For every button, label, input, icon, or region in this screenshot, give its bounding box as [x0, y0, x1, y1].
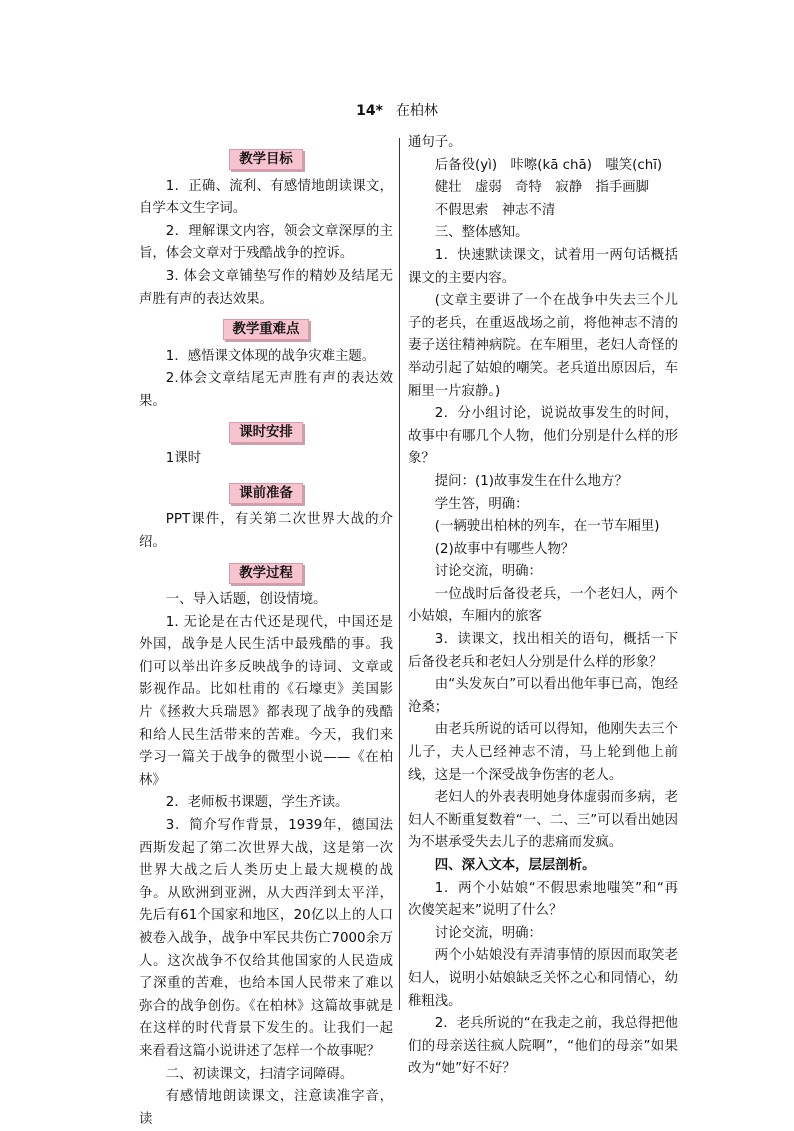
- section-heading-goals: 教学目标: [229, 149, 303, 170]
- goal-item: 3. 体会文章铺垫写作的精妙及结尾无声胜有声的表达效果。: [139, 268, 393, 307]
- goal-item: 1．正确、流利、有感情地朗读课文，自学本文生字词。: [139, 178, 393, 217]
- preparation-text: PPT课件，有关第二次世界大战的介绍。: [139, 512, 393, 550]
- vocab-line: 健壮 虚弱 奇特 寂静 指手画脚: [434, 180, 650, 196]
- section-heading-schedule: 课时安排: [229, 422, 303, 443]
- process-paragraph: 2．分小组讨论，说说故事发生的时间，故事中有哪几个人物，他们分别是什么样的形象？: [408, 406, 678, 467]
- process-paragraph: 由老兵所说的话可以得知，他刚失去三个儿子，夫人已经神志不清，马上轮到他上前线，这是一个深受战争伤害的老人。: [408, 722, 678, 783]
- section-heading-process: 教学过程: [229, 563, 303, 584]
- page-title: [0, 100, 794, 120]
- lesson-number: 14*: [356, 103, 383, 119]
- process-paragraph: (文章主要讲了一个在战争中失去三个儿子的老兵，在重返战场之前，将他神志不清的妻子送往精神病院。在车厢里，老妇人奇怪的举动引起了姑娘的嘲笑。老兵道出原因后，车厢里一片寂静。): [408, 293, 678, 399]
- process-paragraph: (一辆驶出柏林的列车，在一节车厢里): [434, 519, 660, 535]
- process-paragraph: 有感情地朗读课文，注意读准字音，读: [139, 1089, 393, 1127]
- process-paragraph: 2．老师板书课题，学生齐读。: [165, 795, 349, 811]
- process-paragraph: 讨论交流，明确：: [434, 925, 542, 941]
- section-heading-key-points: 教学重难点: [223, 319, 310, 340]
- key-item: 1．感悟课文体现的战争灾难主题。: [165, 348, 376, 364]
- process-step: 四、深入文本，层层剖析。: [434, 858, 596, 873]
- section-heading-preparation: 课前准备: [229, 483, 303, 504]
- process-paragraph: 1. 无论是在古代还是现代，中国还是外国，战争是人民生活中最残酷的事。我们可以举出许多反映战争的诗词、文章或影视作品。比如杜甫的《石壕吏》美国影片《拯救大兵瑞恩》都表现了战争的残酷和给人民生活带来的苦难。今天，我们来学习一篇关于战争的微型小说——《在柏林》: [139, 614, 393, 788]
- process-step: 一、导入话题，创设情境。: [165, 592, 327, 608]
- process-paragraph: 2．老兵所说的“在我走之前，我总得把他们的母亲送往疯人院啊”，“他们的母亲”如果改为“她”好不好？: [408, 1016, 678, 1077]
- process-paragraph: 提问：(1)故事发生在什么地方？: [434, 473, 628, 489]
- left-column: [139, 146, 393, 1131]
- process-paragraph: 3．读课文，找出相关的语句，概括一下后备役老兵和老妇人分别是什么样的形象？: [408, 632, 678, 670]
- lesson-title: 在柏林: [395, 103, 438, 119]
- vocab-line: 后备役(yì) 咔嚓(kā chā) 嗤笑(chī): [434, 157, 663, 173]
- continued-text: 通句子。: [408, 135, 462, 150]
- process-paragraph: 3．简介写作背景，1939年，德国法西斯发起了第二次世界大战，这是第一次世界大战之后人类历史上最大规模的战争。从欧洲到亚洲，从大西洋到太平洋，先后有61个国家和地区，20亿以上的人口被卷入战争，战争中军民共伤亡7000余万人。这次战争不仅给其他国家的人民造成了深重的苦难，也给本国人民带来了难以弥合的战争创伤。《在柏林》这篇故事就是在这样的时代背景下发生的。让我们一起来看看这篇小说讲述了怎样一个故事呢？: [139, 818, 393, 1059]
- process-paragraph: 1．两个小姑娘“不假思索地嗤笑”和“再次傻笑起来”说明了什么？: [408, 880, 678, 919]
- column-divider: [399, 138, 400, 1010]
- process-paragraph: 讨论交流，明确：: [434, 564, 542, 580]
- right-column: [408, 132, 678, 1081]
- process-paragraph: 老妇人的外表表明她身体虚弱而多病，老妇人不断重复数着“一、二、三”可以看出她因为不堪承受失去儿子的悲痛而发疯。: [408, 790, 678, 851]
- goal-item: 2．理解课文内容，领会文章深厚的主旨，体会文章对于残酷战争的控诉。: [139, 223, 393, 262]
- process-step: 二、初读课文，扫清字词障碍。: [165, 1066, 354, 1082]
- process-paragraph: 学生答，明确：: [434, 496, 529, 512]
- process-paragraph: 由“头发灰白”可以看出他年事已高，饱经沧桑；: [408, 677, 678, 715]
- schedule-text: 1课时: [165, 451, 202, 467]
- vocab-line: 不假思索 神志不清: [434, 202, 556, 218]
- process-paragraph: 一位战时后备役老兵，一个老妇人，两个小姑娘，车厢内的旅客: [408, 586, 678, 625]
- process-paragraph: 1．快速默读课文，试着用一两句话概括课文的主要内容。: [408, 247, 678, 286]
- process-paragraph: (2)故事中有哪些人物？: [434, 541, 575, 557]
- key-item: 2.体会文章结尾无声胜有声的表达效果。: [139, 371, 393, 409]
- process-paragraph: 两个小姑娘没有弄清事情的原因而取笑老妇人，说明小姑娘缺乏关怀之心和同情心，幼稚粗浅。: [408, 948, 678, 1009]
- process-step: 三、整体感知。: [434, 225, 529, 241]
